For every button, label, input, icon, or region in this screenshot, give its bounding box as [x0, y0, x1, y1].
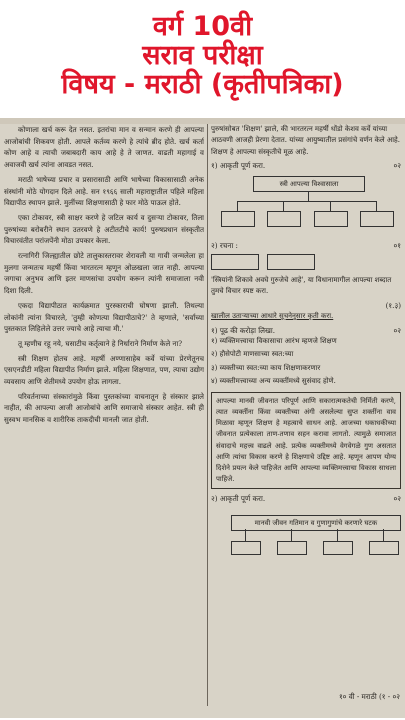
diagram-1-stem — [308, 191, 309, 201]
diagram-1-bar — [237, 201, 377, 202]
diagram-1-leg — [283, 201, 284, 211]
diagram-1-blank-box — [267, 211, 301, 227]
left-column-passage — [4, 124, 204, 712]
question-3-marks-row — [211, 300, 401, 311]
right-intro: पुरुषांसोबत 'शिक्षण' झाले, की भारतरत्न महर्षी धोंडो केशव कर्वे यांच्या आठवणी आजही प्रेरणा देतात. यांच्या आयुष्यातील प्रसंगांचे वर्णन केले आहे. शिक्षण हे आपल्या संस्कृतीचे मूळ आहे. — [211, 125, 400, 156]
left-paragraph-3: एका टोकावर, स्त्री साक्षर करणे हे जटिल कार्य व दुसऱ्या टोकावर, तिला पुरुषांच्या बरोबरीने स्थान उतरवणे हे अटीतटीचे कार्य! पुरुषप्रधान संस्कृतीत विचारवंतीत परांजपेंनी मोठा उपकार केला. — [4, 212, 204, 246]
diagram-2-connector — [337, 529, 338, 541]
left-paragraph-1: कोणाला खर्च करू देत नसत. इतरांचा मान व सन्मान करणे ही आपल्या आजोबांची शिकवण होती. आपले कर्तव्य करणे हे त्यांचे ब्रीद होते. खर्च कर्ता कोण आहे व त्याची जबाबदारी काय आहे हे ते जाणत. वाढती महागाई व अवाजवी खर्च त्यांना आवडत नसत. — [4, 125, 204, 170]
question-1-marks: ०२ — [393, 161, 401, 171]
sub-item-1: १) व्यक्तिमत्त्वाचा विकासाचा आरंभ म्हणजे शिक्षण — [211, 337, 337, 346]
sub-question-1-marks: ०२ — [393, 325, 401, 335]
title-exam: सराव परीक्षा — [142, 40, 263, 72]
question-1 — [211, 160, 401, 171]
answer-blank-box — [211, 254, 259, 270]
left-paragraph-4: रत्नागिरी जिल्ह्यातील छोटे तालुकास्तरावर शेरावली या गावी जन्मलेला हा मुलगा जन्मतःच महर्षी किंवा भारतरत्न म्हणून ओळखला जात नाही. आपल्या जगाचा अनुभव आणि इतर माणसांचा उपयोग करून त्यांनी समाजाला नवी दिशा दिली. — [4, 251, 204, 296]
concept-diagram-2 — [211, 509, 401, 557]
question-3-text: 'स्त्रियांनी शिकावे अवघे गुरुजेचे आहे', या विधानामागील आपल्या शब्दात तुमचे विचार स्पष्ट करा. — [211, 276, 392, 296]
passage-text: आपल्या मानवी जीवनात परिपूर्ण आणि सकारात्मकतेची निर्मिती करणे, त्यात व्यक्तींना किंवा व्यक्तीच्या अंगी असलेल्या सुप्त शक्तींना वाव मिळावा म्हणून शिक्षण हे महत्वाचे साधन आहे. आजच्या धकाधकीच्या जीवनात प्रत्येकाला ताण-तणाव सहन करावा लागतो. त्यामुळे समाजात संवादाचे महत्त्व वाढले आहे. प्रत्येक व्यक्तीमध्ये वेगवेगळे गुण असतात आणि त्यांचा विकास करणे हे शिक्षणाचे उद्दिष्ट आहे. म्हणून आपण योग्य दिशेने प्रयत्न केले पाहिजेत आणि आपल्या व्यक्तिमत्त्वाचा विकास साधला पाहिजे. — [216, 396, 396, 484]
question-1-label: १) आकृती पूर्ण करा. — [211, 161, 266, 171]
sub-item-3: ३) व्यक्तीच्या स्वत:च्या काय शिक्षणाकरणार — [211, 363, 321, 372]
question-2-label: २) रचना : — [211, 240, 238, 250]
question-2-blanks — [211, 254, 401, 270]
diagram-2-connector — [291, 529, 292, 541]
page-title-block — [0, 0, 405, 120]
passage-box — [211, 392, 401, 490]
diagram-2-connector — [383, 529, 384, 541]
sub-question-1 — [211, 325, 401, 336]
diagram-1-center-box: स्त्री आपल्या विश्वासाला — [253, 176, 365, 192]
question-3-marks: (१.३) — [385, 300, 401, 310]
left-paragraph-8: परिवर्तनाच्या संस्कारांमुळे किंवा पुस्तकांच्या वाचनातून हे संस्कार झाले नाहीत, की आपल्या आजी आजोबांचे आणि समाजाचे संस्कार आहेत. स्त्री ही सुस्वभ मानसिक व शारीरिक ताकदीची मानली जात होती. — [4, 391, 204, 425]
question-4 — [211, 493, 401, 504]
left-paragraph-6: तू म्हणीच रहू नये, घसाटीच कर्तृत्वाने हे निर्धाराने निर्माण केले ना? — [18, 338, 183, 348]
exam-paper-photo — [0, 118, 405, 718]
page-footer: १० वी - मराठी (१ - ०२ — [338, 692, 400, 701]
diagram-2-blank-box — [231, 541, 261, 555]
column-divider — [207, 124, 208, 706]
left-paragraph-7: स्त्री शिक्षण होतच आहे. महर्षी अण्णासाहेब कर्वे यांच्या प्रेरणेतूनच एसएनडीटी महिला विद्यापीठ निर्माण झाले. महिला शिक्षणात, पण, त्याचा उद्योग व्यवसाय आणि शेतीमध्ये उपयोग होऊ लागला. — [4, 353, 204, 387]
diagram-2-blank-box — [277, 541, 307, 555]
diagram-2-blank-box — [369, 541, 399, 555]
question-2 — [211, 240, 401, 251]
sub-item-2: २) हौसेपोटी माणसाच्या स्वत:च्या — [211, 350, 294, 359]
sub-item-4: ४) व्यक्तीमत्त्वाच्या अन्य व्यक्तींमध्ये सुसंवाद होणे. — [211, 377, 336, 386]
diagram-2-center-box: मानवी जीवन गतिमान व गुणागुणांचे करणारे घटक — [231, 515, 401, 531]
right-column-questions — [211, 124, 401, 712]
diagram-1-blank-box — [360, 211, 394, 227]
sub-question-1-label: १) पूढ की करोड़ा लिखा. — [211, 325, 275, 335]
diagram-1-leg — [330, 201, 331, 211]
answer-blank-box — [267, 254, 315, 270]
question-4-marks: ०२ — [393, 494, 401, 504]
concept-diagram-1 — [211, 174, 401, 236]
title-subject: विषय - मराठी (कृतीपत्रिका) — [61, 69, 344, 101]
instruction-line: खालील उताऱ्याच्या आधारे सूचनेनुसार कृती करा. — [211, 312, 334, 321]
diagram-2-blank-box — [323, 541, 353, 555]
diagram-1-leg — [376, 201, 377, 211]
question-2-marks: ०१ — [393, 240, 401, 250]
title-class: वर्ग 10वी — [152, 11, 253, 42]
left-paragraph-5: एकदा विद्यापीठात कार्यक्रमात पुरस्काराची घोषणा झाली. तिथल्या लोकांनी त्यांना विचारले, 'तुम्ही कोणत्या विद्यापीठाचे?' ते म्हणाले, 'सर्वांच्या पुस्तकात लिहिलेले उत्तर ज्याचे आहे त्याचा मी.' — [4, 300, 204, 334]
question-4-label: २) आकृती पूर्ण करा. — [211, 494, 266, 504]
left-paragraph-2: मराठी भाषेच्या प्रचार व प्रसारासाठी आणि भाषेच्या विकासासाठी अनेक संस्थांनी मोठे योगदान दिले आहे. सन १९६६ साली महाराष्ट्रातील पहिले महिला विद्यापीठ स्थापन झाले. मुलींच्या शिक्षणासाठी हे फार मोठे पाऊल होते. — [4, 174, 204, 208]
diagram-1-blank-box — [221, 211, 255, 227]
diagram-2-connector — [245, 529, 246, 541]
diagram-1-blank-box — [314, 211, 348, 227]
diagram-1-leg — [237, 201, 238, 211]
